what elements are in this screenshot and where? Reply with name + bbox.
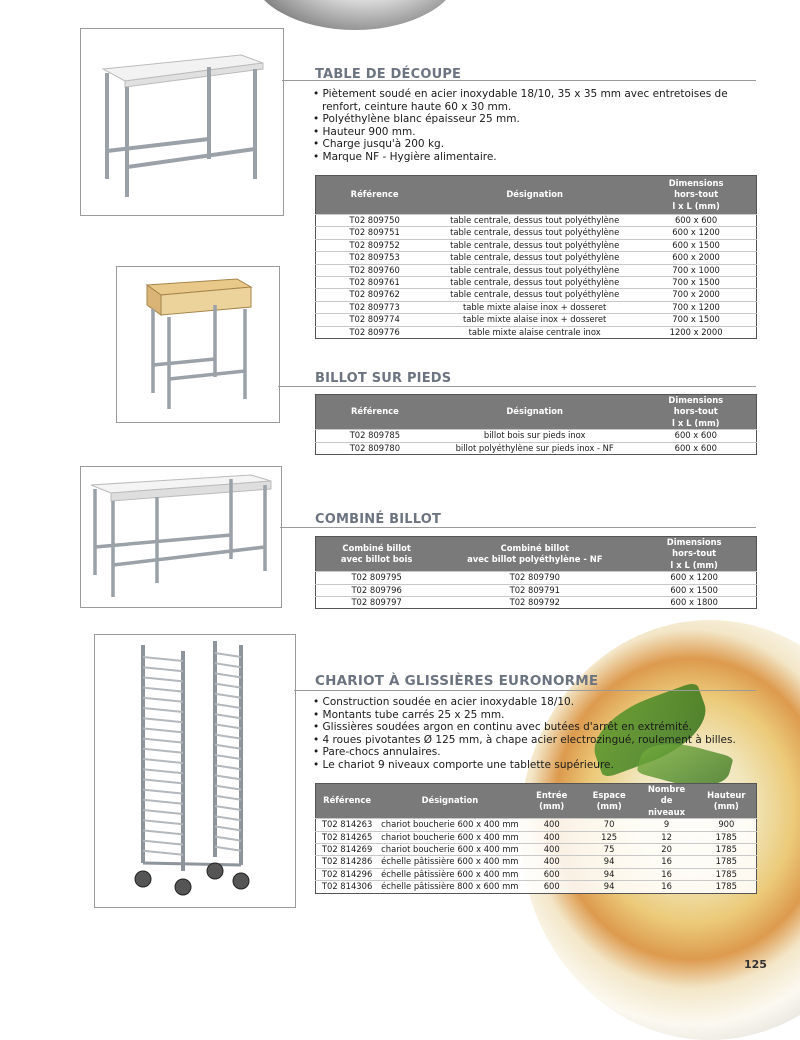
table-cell: 94 xyxy=(582,856,637,868)
table-cell: 16 xyxy=(637,881,697,893)
table-cell: 600 x 600 xyxy=(636,430,757,442)
table-cell: T02 814265 xyxy=(316,831,379,843)
table-cell: chariot boucherie 600 x 400 mm xyxy=(378,844,522,856)
table-cell: 600 xyxy=(522,868,582,880)
photo-combine-billot xyxy=(80,466,282,608)
feature-item: • Montants tube carrés 25 x 25 mm. xyxy=(313,709,758,722)
table-cell: 600 x 600 xyxy=(636,442,757,454)
table-header-row xyxy=(316,176,757,215)
table-row xyxy=(316,239,757,251)
rack-bar xyxy=(215,816,241,820)
table-cell: T02 809752 xyxy=(316,239,434,251)
table-row xyxy=(316,289,757,301)
table-row xyxy=(316,314,757,326)
column-header: Nombre de niveaux xyxy=(637,784,697,819)
feature-item: • Polyéthylène blanc épaisseur 25 mm. xyxy=(313,113,758,126)
table-row xyxy=(316,215,757,227)
table-cell: T02 809774 xyxy=(316,314,434,326)
table-row xyxy=(316,868,757,880)
table-cell: 70 xyxy=(582,819,637,831)
rack-bar xyxy=(143,718,183,722)
table-cell: 94 xyxy=(582,881,637,893)
table-cell: 1785 xyxy=(697,881,757,893)
table-row xyxy=(316,252,757,264)
table-row xyxy=(316,881,757,893)
rack-bar xyxy=(143,759,183,763)
table-cell: table centrale, dessus tout polyéthylène xyxy=(433,227,636,239)
chariot-features xyxy=(313,696,758,772)
table-cell: T02 814286 xyxy=(316,856,379,868)
table-row xyxy=(316,597,757,609)
page-number: 125 xyxy=(744,958,767,971)
rack-bar xyxy=(215,806,241,810)
table-decoupe-features xyxy=(313,88,758,164)
feature-item: • Construction soudée en acier inoxydable 18/10. xyxy=(313,696,758,709)
table-row xyxy=(316,584,757,596)
table-cell: 1200 x 2000 xyxy=(636,326,756,338)
feature-item: • Glissières soudées argon en continu avec butées d'arrêt en extrémité. xyxy=(313,721,758,734)
table-cell: 400 xyxy=(522,819,582,831)
column-header: Référence xyxy=(316,784,379,819)
rack-bar xyxy=(143,688,183,692)
table-cell: table centrale, dessus tout polyéthylène xyxy=(433,277,636,289)
rack-bar xyxy=(215,663,241,667)
table-row xyxy=(316,430,757,442)
table-cell: T02 809750 xyxy=(316,215,434,227)
billot-spec-table xyxy=(315,394,757,455)
rack-bar xyxy=(143,779,183,783)
column-header: Référence xyxy=(316,176,434,215)
table-cell: T02 809773 xyxy=(316,301,434,313)
table-row xyxy=(316,301,757,313)
feature-item: • Piètement soudé en acier inoxydable 18/10, 35 x 35 mm avec entretoises de renfort, ceinture haute 60 x 30 mm. xyxy=(313,88,758,113)
rack-bar xyxy=(143,810,183,814)
wheel-icon xyxy=(233,873,249,889)
table-row xyxy=(316,326,757,338)
title-connector-line xyxy=(294,690,756,691)
table-decoupe-spec-table xyxy=(315,175,757,339)
table-cell: table centrale, dessus tout polyéthylène xyxy=(433,252,636,264)
table-cell: T02 809753 xyxy=(316,252,434,264)
table-cell: 9 xyxy=(637,819,697,831)
table-cell: T02 814263 xyxy=(316,819,379,831)
column-header: Combiné billot avec billot polyéthylène - NF xyxy=(437,537,632,572)
table-cell: échelle pâtissière 600 x 400 mm xyxy=(378,868,522,880)
table-cell: 900 xyxy=(697,819,757,831)
rack-bar xyxy=(215,735,241,739)
table-cell: 700 x 1000 xyxy=(636,264,756,276)
rack-bar xyxy=(215,704,241,708)
table-cell: 94 xyxy=(582,868,637,880)
table-row xyxy=(316,572,757,584)
wheel-icon xyxy=(135,871,151,887)
table-cell: T02 814306 xyxy=(316,881,379,893)
table-cell: 1785 xyxy=(697,856,757,868)
rack-bar xyxy=(215,796,241,800)
section-title-combine: COMBINÉ BILLOT xyxy=(315,512,442,527)
rack-bar xyxy=(215,755,241,759)
table-cell: 400 xyxy=(522,844,582,856)
table-cell: 16 xyxy=(637,868,697,880)
wheel-icon xyxy=(175,879,191,895)
feature-item: • Pare-chocs annulaires. xyxy=(313,746,758,759)
table-cell: table centrale, dessus tout polyéthylène xyxy=(433,239,636,251)
table-cell: T02 809776 xyxy=(316,326,434,338)
table-cell: table mixte alaise inox + dosseret xyxy=(433,314,636,326)
table-cell: 16 xyxy=(637,856,697,868)
rack-bar xyxy=(143,677,183,681)
rack-bar xyxy=(143,749,183,753)
rack-bar xyxy=(143,708,183,712)
table-cell: T02 809780 xyxy=(316,442,434,454)
rack-bar xyxy=(143,728,183,732)
table-cell: 700 x 1500 xyxy=(636,314,756,326)
table-row xyxy=(316,442,757,454)
column-header: Dimensions hors-tout l x L (mm) xyxy=(636,176,756,215)
column-header: Désignation xyxy=(434,395,636,430)
table-row xyxy=(316,819,757,831)
table-header-row xyxy=(316,784,757,819)
column-header: Entrée (mm) xyxy=(522,784,582,819)
rack-bar xyxy=(143,830,183,834)
table-cell: table mixte alaise inox + dosseret xyxy=(433,301,636,313)
table-cell: chariot boucherie 600 x 400 mm xyxy=(378,819,522,831)
rack-bar xyxy=(143,851,183,855)
rack-bar xyxy=(215,826,241,830)
wheel-icon xyxy=(207,863,223,879)
photo-cutting-table xyxy=(80,28,284,216)
table-cell: 600 x 2000 xyxy=(636,252,756,264)
table-cell: 600 x 1200 xyxy=(636,227,756,239)
table-cell: 600 x 1800 xyxy=(632,597,756,609)
table-cell: 700 x 1500 xyxy=(636,277,756,289)
rack-bar xyxy=(215,724,241,728)
column-header: Combiné billot avec billot bois xyxy=(316,537,438,572)
section-title-billot: BILLOT SUR PIEDS xyxy=(315,371,452,386)
table-cell: 600 x 1200 xyxy=(632,572,756,584)
table-cell: T02 809761 xyxy=(316,277,434,289)
table-cell: T02 809790 xyxy=(437,572,632,584)
table-cell: billot bois sur pieds inox xyxy=(434,430,636,442)
table-header-row xyxy=(316,395,757,430)
cutting-table-image xyxy=(81,29,283,215)
table-header-row xyxy=(316,537,757,572)
table-cell: 600 x 1500 xyxy=(636,239,756,251)
table-row xyxy=(316,831,757,843)
rack-bar xyxy=(215,673,241,677)
rack-bar xyxy=(143,820,183,824)
feature-item: • Marque NF - Hygière alimentaire. xyxy=(313,151,758,164)
rack-bar xyxy=(143,863,241,865)
column-header: Désignation xyxy=(378,784,522,819)
chariot-image xyxy=(95,635,295,907)
chariot-spec-table xyxy=(315,783,757,894)
rack-bar xyxy=(215,847,241,851)
rack-bar xyxy=(143,667,183,671)
table-cell: table mixte alaise centrale inox xyxy=(433,326,636,338)
photo-billot xyxy=(116,266,280,423)
table-row xyxy=(316,227,757,239)
rack-bar xyxy=(143,769,183,773)
table-cell: T02 809762 xyxy=(316,289,434,301)
table-cell: table centrale, dessus tout polyéthylène xyxy=(433,215,636,227)
table-cell: 1785 xyxy=(697,831,757,843)
combine-spec-table xyxy=(315,536,757,609)
rack-bar xyxy=(143,698,183,702)
table-cell: échelle pâtissière 600 x 400 mm xyxy=(378,856,522,868)
column-header: Désignation xyxy=(433,176,636,215)
section-title-chariot: CHARIOT À GLISSIÈRES EURONORME xyxy=(315,673,599,689)
table-cell: 400 xyxy=(522,831,582,843)
feature-item: • 4 roues pivotantes Ø 125 mm, à chape acier electrozingué, roulement à billes. xyxy=(313,734,758,747)
rack-bar xyxy=(143,841,183,845)
table-cell: 1785 xyxy=(697,868,757,880)
table-cell: 600 x 1500 xyxy=(632,584,756,596)
table-cell: billot polyéthylène sur pieds inox - NF xyxy=(434,442,636,454)
rack-bar xyxy=(215,765,241,769)
rack-bar xyxy=(143,800,183,804)
rack-bar xyxy=(215,837,241,841)
table-cell: 75 xyxy=(582,844,637,856)
column-header: Référence xyxy=(316,395,434,430)
table-cell: 20 xyxy=(637,844,697,856)
table-cell: table centrale, dessus tout polyéthylène xyxy=(433,289,636,301)
table-cell: T02 809792 xyxy=(437,597,632,609)
table-cell: T02 809785 xyxy=(316,430,434,442)
photo-chariot xyxy=(94,634,296,908)
section-title-table-decoupe: TABLE DE DÉCOUPE xyxy=(315,67,462,82)
table-cell: 400 xyxy=(522,856,582,868)
column-header: Espace (mm) xyxy=(582,784,637,819)
rack-bar xyxy=(215,694,241,698)
table-cell: T02 809751 xyxy=(316,227,434,239)
table-cell: table centrale, dessus tout polyéthylène xyxy=(433,264,636,276)
table-cell: 125 xyxy=(582,831,637,843)
table-cell: T02 809795 xyxy=(316,572,438,584)
table-cell: 12 xyxy=(637,831,697,843)
table-cell: T02 809796 xyxy=(316,584,438,596)
rack-bar xyxy=(215,745,241,749)
table-row xyxy=(316,856,757,868)
column-header: Hauteur (mm) xyxy=(697,784,757,819)
rack-bar xyxy=(215,786,241,790)
rack-bar xyxy=(143,739,183,743)
table-cell: T02 814269 xyxy=(316,844,379,856)
table-cell: T02 809760 xyxy=(316,264,434,276)
table-row xyxy=(316,277,757,289)
rack-bar xyxy=(215,775,241,779)
rack-bar xyxy=(143,657,183,661)
rack-bar xyxy=(215,653,241,657)
table-cell: 700 x 1200 xyxy=(636,301,756,313)
title-connector-line xyxy=(278,386,756,387)
feature-item: • Hauteur 900 mm. xyxy=(313,126,758,139)
table-cell: T02 814296 xyxy=(316,868,379,880)
column-header: Dimensions hors-tout l x L (mm) xyxy=(632,537,756,572)
table-row xyxy=(316,264,757,276)
feature-item: • Charge jusqu'à 200 kg. xyxy=(313,138,758,151)
table-cell: T02 809797 xyxy=(316,597,438,609)
decorative-plate-top xyxy=(250,0,460,30)
table-cell: échelle pâtissière 800 x 600 mm xyxy=(378,881,522,893)
rack-bar xyxy=(215,684,241,688)
title-connector-line xyxy=(280,527,756,528)
table-cell: chariot boucherie 600 x 400 mm xyxy=(378,831,522,843)
table-row xyxy=(316,844,757,856)
column-header: Dimensions hors-tout l x L (mm) xyxy=(636,395,757,430)
table-cell: 600 xyxy=(522,881,582,893)
billot-image xyxy=(117,267,279,422)
table-cell: 700 x 2000 xyxy=(636,289,756,301)
rack-bar xyxy=(143,790,183,794)
table-cell: 1785 xyxy=(697,844,757,856)
combine-billot-image xyxy=(81,467,281,607)
feature-item: • Le chariot 9 niveaux comporte une tablette supérieure. xyxy=(313,759,758,772)
table-cell: 600 x 600 xyxy=(636,215,756,227)
rack-bar xyxy=(215,714,241,718)
table-cell: T02 809791 xyxy=(437,584,632,596)
